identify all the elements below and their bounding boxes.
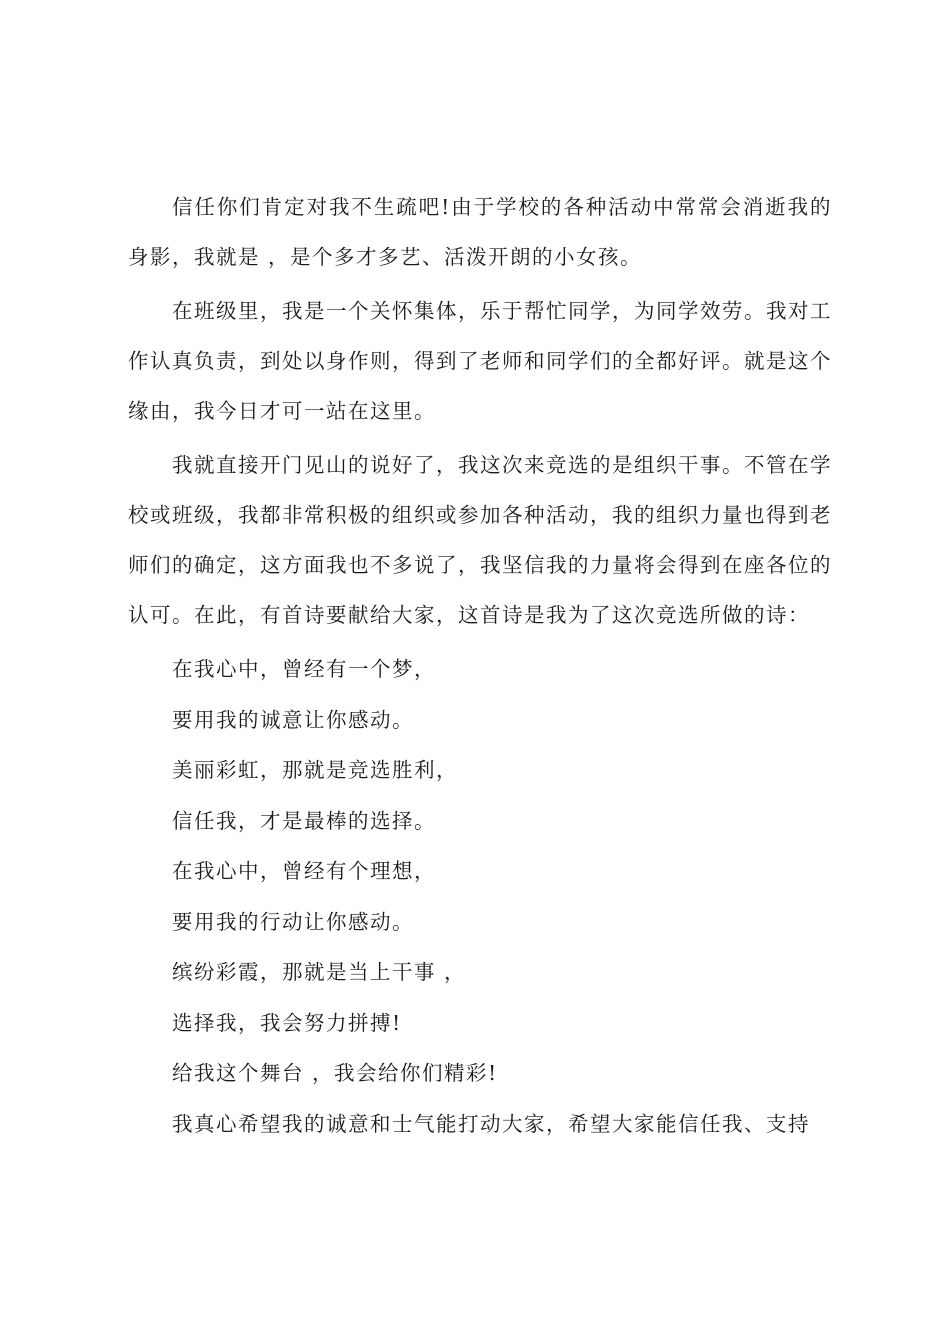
poem-line: 在我心中，曾经有个理想， [172,859,436,883]
poem-line: 信任我，才是最棒的选择。 [172,808,436,833]
paragraph-intro: 信任你们肯定对我不生疏吧!由于学校的各种活动中常常会消逝我的身影，我就是 ，是个多才多艺、活泼开朗的小女孩。 [128,195,832,269]
poem-line: 要用我的诚意让你感动。 [172,707,414,732]
poem-line: 缤纷彩霞，那就是当上干事 ， [172,960,467,984]
poem-line: 给我这个舞台 ，我会给你们精彩! [172,1061,498,1085]
poem-line: 选择我，我会努力拼搏! [172,1010,402,1035]
poem-line: 在我心中，曾经有一个梦， [172,657,436,681]
poem-line: 要用我的行动让你感动。 [172,909,414,934]
poem [128,644,832,1099]
paragraph-election: 我就直接开门见山的说好了，我这次来竞选的是组织干事。不管在学校或班级，我都非常积极的组织或参加各种活动，我的组织力量也得到老师们的确定，这方面我也不多说了，我坚信我的力量将会得到在座各位的认可。在此，有首诗要献给大家，这首诗是我为了这次竞选所做的诗： [128,453,832,627]
paragraph-closing: 我真心希望我的诚意和士气能打动大家，希望大家能信任我、支持 [172,1111,810,1136]
poem-line: 美丽彩虹，那就是竞选胜利， [172,758,458,782]
document-body [128,182,832,1149]
paragraph-class-role: 在班级里，我是一个关怀集体，乐于帮忙同学，为同学效劳。我对工作认真负责，到处以身作则，得到了老师和同学们的全都好评。就是这个缘由，我今日才可一站在这里。 [128,299,832,423]
